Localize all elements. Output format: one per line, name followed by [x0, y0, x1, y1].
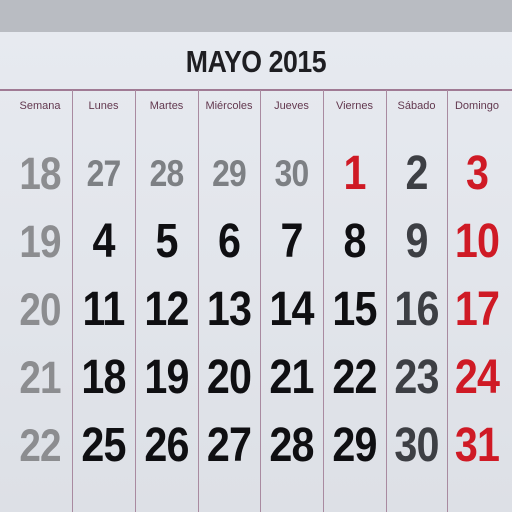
day-cell: 13	[206, 283, 252, 336]
day-cell: 18	[81, 351, 126, 404]
day-cell-holiday: 1	[343, 147, 366, 200]
week-number: 22	[19, 420, 61, 471]
day-cell: 2	[405, 147, 428, 200]
day-cell: 26	[144, 419, 189, 472]
day-cell: 15	[332, 283, 377, 336]
day-cell: 9	[405, 215, 428, 268]
day-cell-sunday: 24	[454, 351, 500, 404]
day-cell: 21	[269, 351, 314, 404]
day-header-miercoles: Miércoles	[205, 100, 253, 112]
column-viernes	[323, 90, 386, 512]
column-domingo	[447, 90, 507, 512]
day-cell: 29	[212, 153, 246, 194]
day-cell: 14	[269, 283, 314, 336]
day-cell: 30	[274, 153, 309, 194]
day-header-sabado: Sábado	[397, 100, 436, 112]
week-number-column	[8, 90, 72, 512]
column-sabado	[386, 90, 447, 512]
day-cell-sunday: 31	[454, 419, 500, 472]
day-header-semana: Semana	[19, 100, 61, 112]
week-number: 19	[19, 216, 61, 267]
day-cell: 16	[394, 283, 439, 336]
day-cell: 25	[81, 419, 126, 472]
day-cell: 12	[144, 283, 189, 336]
day-cell-sunday: 3	[465, 147, 489, 200]
day-cell: 30	[394, 419, 439, 472]
day-cell-sunday: 10	[454, 215, 500, 268]
day-cell: 28	[149, 153, 184, 194]
day-cell: 11	[82, 283, 125, 336]
week-number: 21	[19, 352, 61, 403]
week-number: 20	[19, 284, 61, 335]
column-jueves	[260, 90, 323, 512]
day-cell: 8	[343, 215, 366, 268]
day-cell: 28	[269, 419, 314, 472]
day-header-domingo: Domingo	[454, 100, 500, 112]
day-cell: 23	[394, 351, 439, 404]
day-header-viernes: Viernes	[335, 100, 374, 112]
day-cell: 4	[92, 215, 115, 268]
day-cell: 27	[206, 419, 252, 472]
week-number: 18	[19, 148, 61, 199]
day-cell-sunday: 17	[454, 283, 500, 336]
day-header-jueves: Jueves	[274, 100, 309, 112]
day-cell: 5	[155, 215, 178, 268]
day-cell: 19	[144, 351, 189, 404]
day-cell: 20	[206, 351, 252, 404]
column-martes	[135, 90, 198, 512]
day-cell: 22	[332, 351, 377, 404]
day-header-lunes: Lunes	[88, 100, 119, 112]
day-cell: 7	[280, 215, 303, 268]
day-cell: 29	[332, 419, 377, 472]
calendar-title: MAYO 2015	[185, 44, 327, 79]
day-header-martes: Martes	[149, 100, 184, 112]
day-cell: 6	[217, 215, 241, 268]
day-cell: 27	[86, 153, 121, 194]
column-miercoles	[198, 90, 260, 512]
column-lunes	[72, 90, 135, 512]
